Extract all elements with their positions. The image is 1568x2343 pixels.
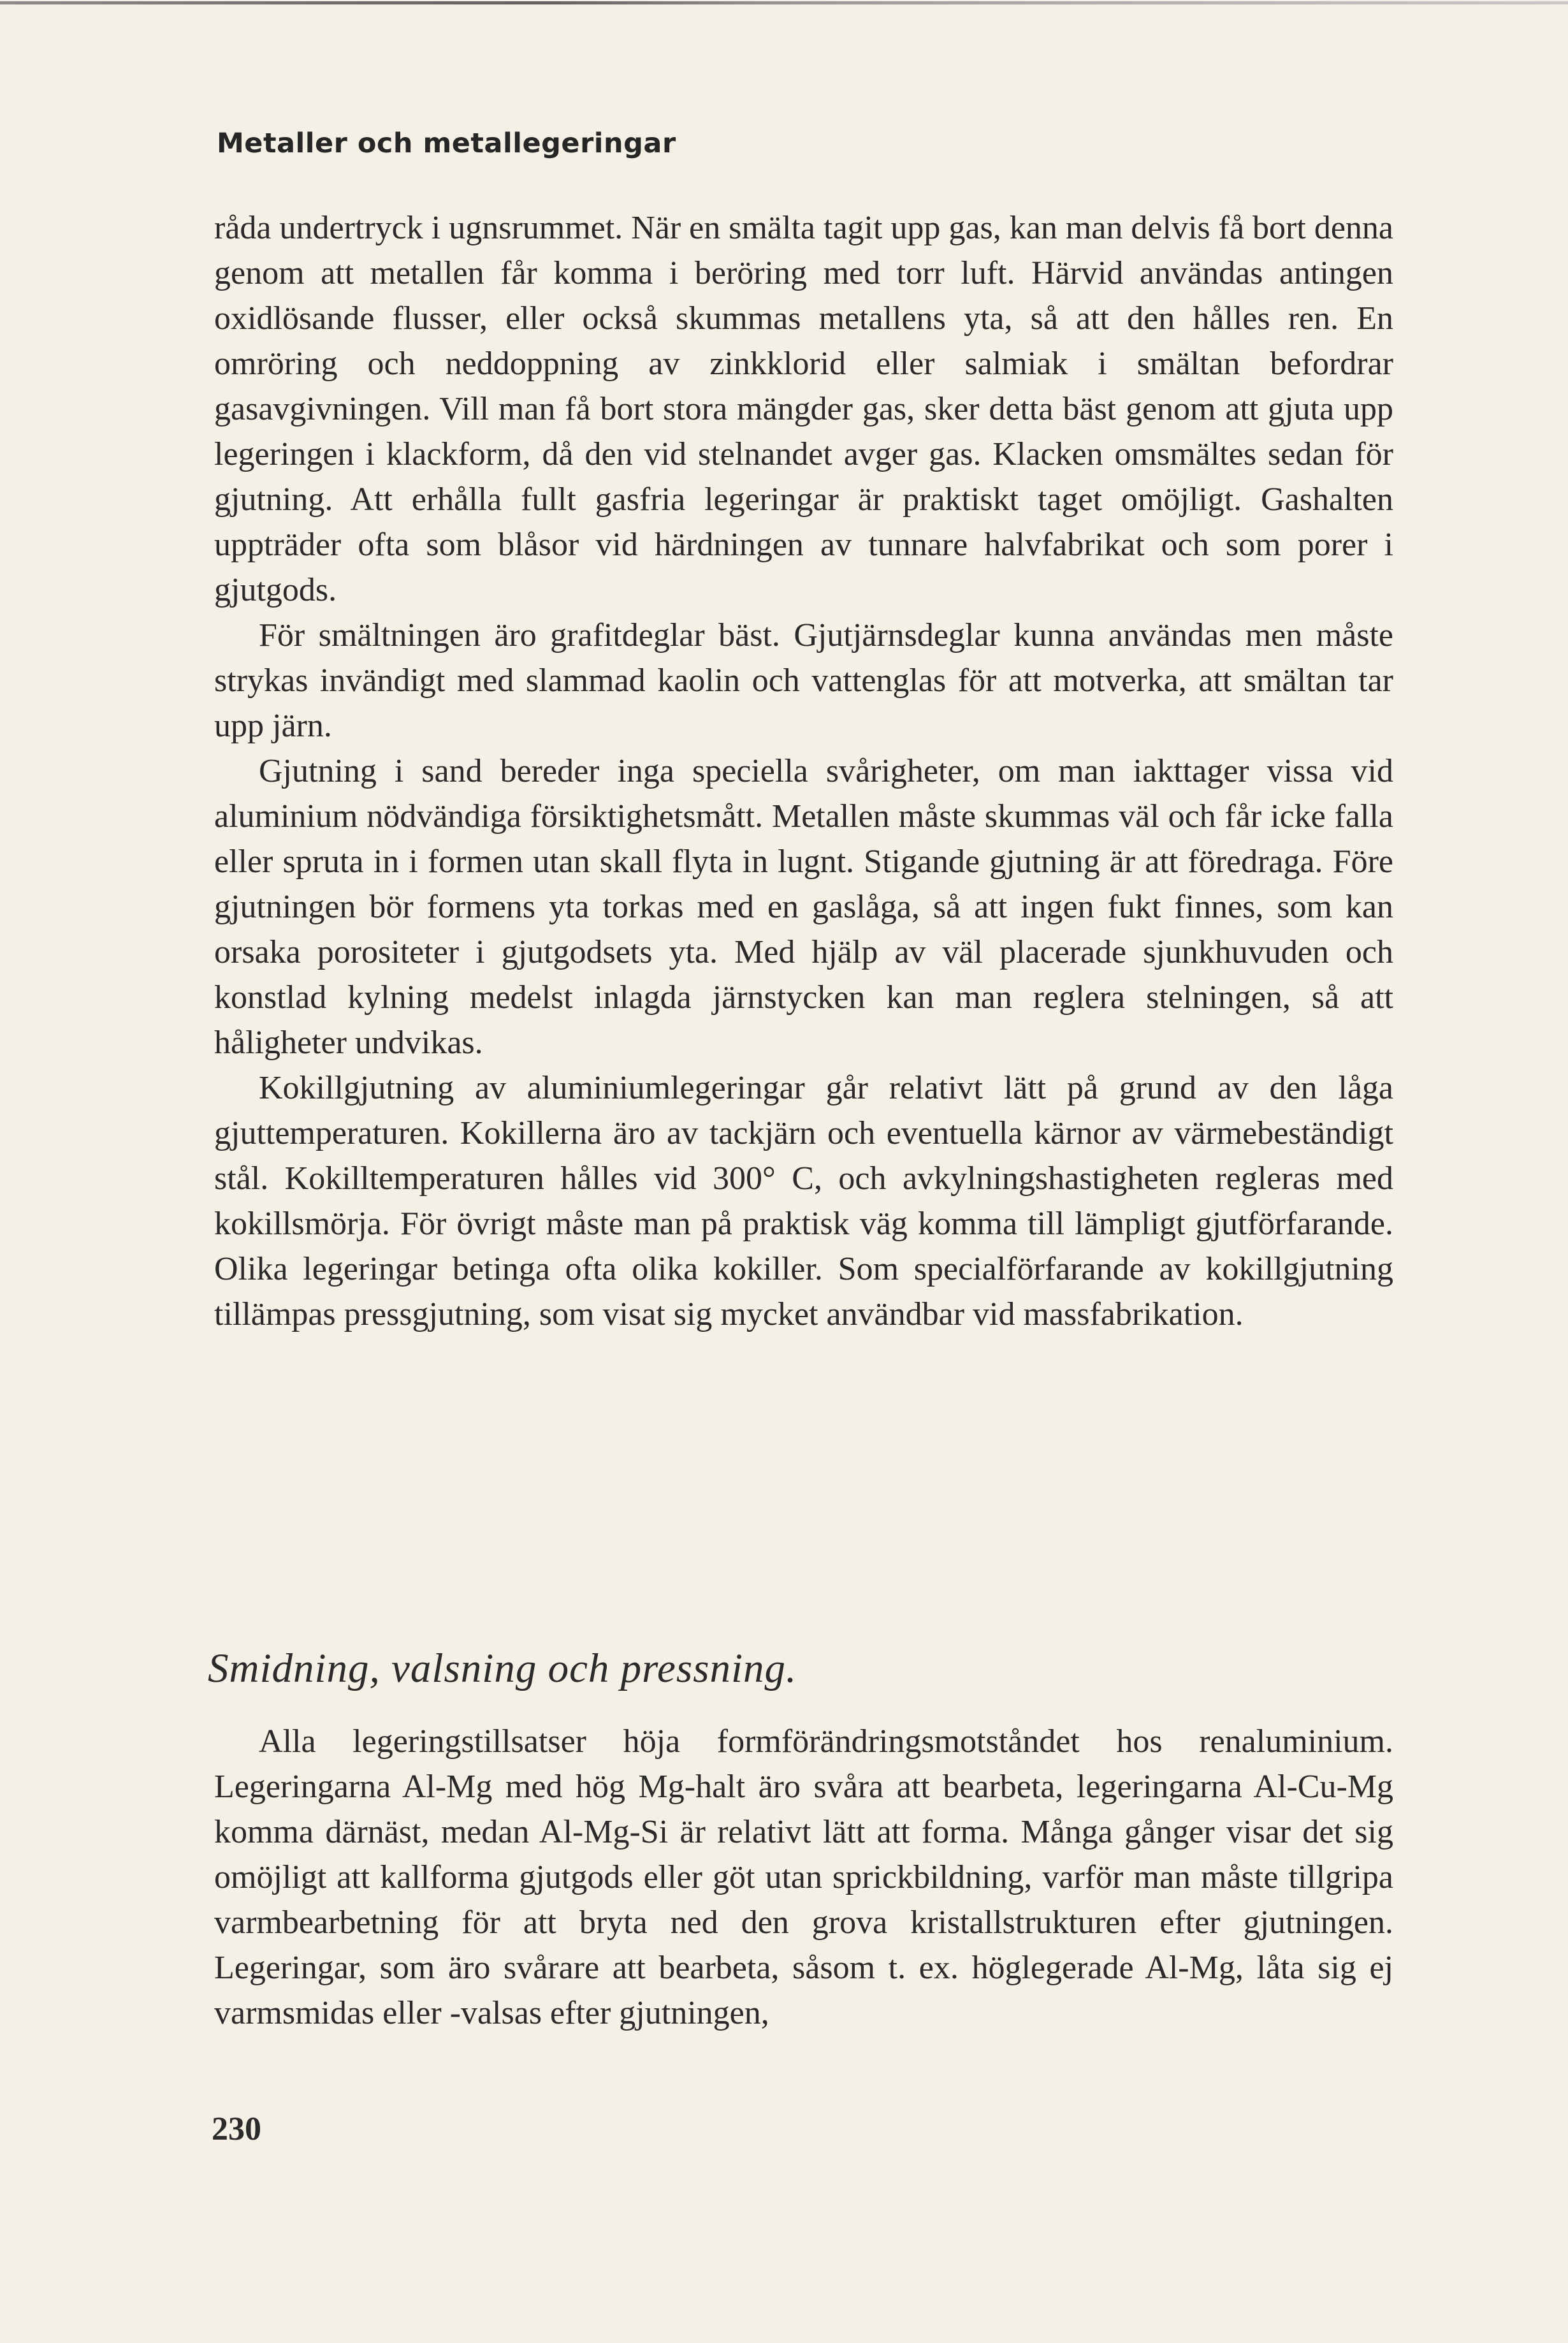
- section-heading: Smidning, valsning och pressning.: [208, 1646, 797, 1691]
- page-number: 230: [212, 2111, 261, 2147]
- paragraph-gas-removal: råda undertryck i ugnsrummet. När en smälta tagit upp gas, kan man delvis få bort denna genom att metallen får komma i beröring med torr luft. Härvid användas antingen oxidlösande flusser, eller också skummas metallens yta, så att den hålles ren. En omröring och neddoppning av zinkklorid eller salmiak i smältan befordrar gasavgivningen. Vill man få bort stora mängder gas, sker detta bäst genom att gjuta upp legeringen i klackform, då den vid stelnandet avger gas. Klacken omsmältes sedan för gjutning. Att erhålla fullt gasfria legeringar är praktiskt taget omöjligt. Gashalten uppträder ofta som blåsor vid härdningen av tunnare halvfabrikat och som porer i gjutgods.: [214, 210, 1393, 608]
- section-text-block: [214, 1719, 1393, 2036]
- paragraph-sand-casting: Gjutning i sand bereder inga speciella svårigheter, om man iakttager vissa vid aluminium nödvändiga försiktighetsmått. Metallen måste skummas väl och får icke falla eller spruta in i formen utan skall flyta in lugnt. Stigande gjutning är att föredraga. Före gjutningen bör formens yta torkas med en gaslåga, så att ingen fukt finnes, som kan orsaka porositeter i gjutgodsets yta. Med hjälp av väl placerade sjunkhuvuden och konstlad kylning medelst inlagda järnstycken kan man reglera stelningen, så att håligheter undvikas.: [214, 753, 1393, 1061]
- top-rule-line: [0, 1, 1568, 4]
- paragraph-chill-casting: Kokillgjutning av aluminiumlegeringar går relativt lätt på grund av den låga gjuttemperaturen. Kokillerna äro av tackjärn och eventuella kärnor av värmebeständigt stål. Kokilltemperaturen hålles vid 300° C, och avkylningshastigheten regleras med kokillsmörja. För övrigt måste man på praktisk väg komma till lämpligt gjutförfarande. Olika legeringar betinga ofta olika kokiller. Som specialförfarande av kokillgjutning tillämpas pressgjutning, som visat sig mycket användbar vid massfabrikation.: [214, 1070, 1393, 1332]
- paragraph-crucibles: För smältningen äro grafitdeglar bäst. Gjutjärnsdeglar kunna användas men måste strykas invändigt med slammad kaolin och vattenglas för att motverka, att smältan tar upp järn.: [214, 617, 1393, 744]
- body-text-block: [214, 205, 1393, 1337]
- paragraph-forging: Alla legeringstillsatser höja formförändringsmotståndet hos renaluminium. Legeringarna Al-Mg med hög Mg-halt äro svåra att bearbeta, legeringarna Al-Cu-Mg komma därnäst, medan Al-Mg-Si är relativt lätt att forma. Många gånger visar det sig omöjligt att kallforma gjutgods eller göt utan sprickbildning, varför man måste tillgripa varmbearbetning för att bryta ned den grova kristallstrukturen efter gjutningen. Legeringar, som äro svårare att bearbeta, såsom t. ex. höglegerade Al-Mg, låta sig ej varmsmidas eller -valsas efter gjutningen,: [214, 1723, 1393, 2031]
- running-head-title: Metaller och metallegeringar: [217, 128, 676, 159]
